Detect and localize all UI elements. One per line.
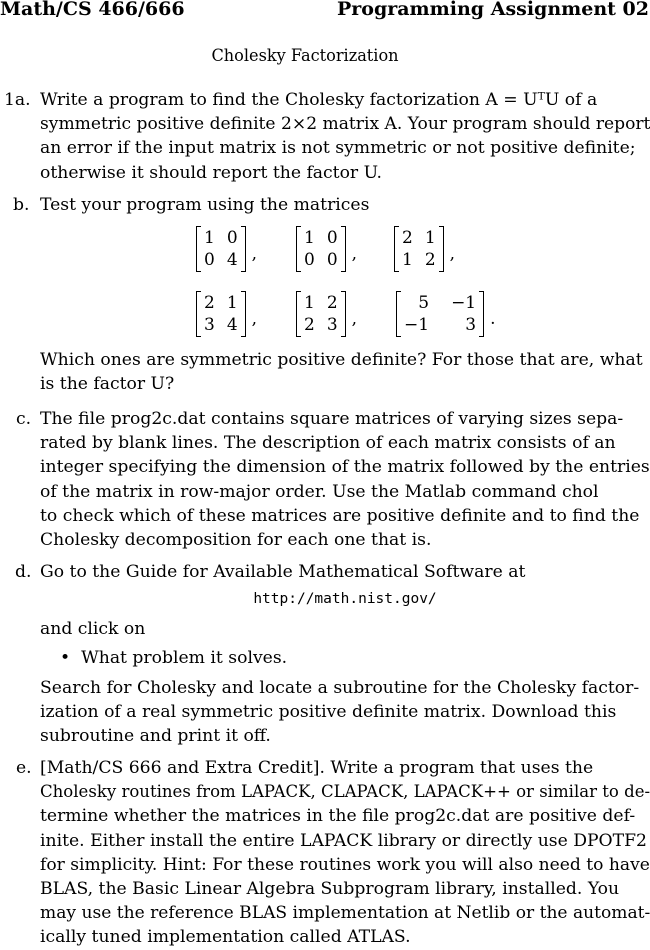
matrix-cell: 3 — [465, 315, 477, 335]
item-e-line: for simplicity. Hint: For these routines work you will also need to have — [40, 854, 650, 875]
item-e-text — [40, 756, 650, 950]
matrix-4 — [196, 291, 257, 337]
matrix-cell: 0 — [326, 250, 338, 270]
matrix-cell: 1 — [304, 228, 315, 248]
right-bracket — [241, 291, 246, 337]
matrix-cell: 2 — [326, 293, 338, 313]
item-d-line: Go to the Guide for Available Mathematical Software at — [40, 562, 526, 582]
right-bracket — [341, 291, 346, 337]
matrix-punct: , — [251, 309, 258, 329]
item-b-question-line: Which ones are symmetric positive definite? For those that are, what — [40, 350, 643, 370]
matrix-cell: 2 — [204, 293, 215, 313]
matrix-cell: 1 — [402, 250, 413, 270]
matrix-6 — [396, 291, 496, 337]
matrix-punct: . — [490, 309, 496, 329]
item-e-line: BLAS, the Basic Linear Algebra Subprogram library, installed. You — [40, 879, 620, 900]
matrix-cell: 1 — [226, 293, 238, 313]
item-e-line: termine whether the matrices in the file prog2c.dat are positive def- — [40, 806, 636, 827]
right-bracket — [479, 291, 484, 337]
item-1a-line: Write a program to find the Cholesky factorization A = UᵀU of a — [40, 90, 598, 110]
matrix-1 — [196, 226, 257, 272]
matrix-cell: 2 — [402, 228, 413, 248]
item-e-line: [Math/CS 666 and Extra Credit]. Write a program that uses the — [40, 758, 594, 778]
matrix-cell: 1 — [304, 293, 315, 313]
matrix-cell: 0 — [304, 250, 315, 270]
matrix-5 — [296, 291, 357, 337]
item-b-intro: Test your program using the matrices — [40, 195, 370, 215]
item-c-line: The file prog2c.dat contains square matrices of varying sizes sepa- — [40, 409, 624, 429]
matrix-punct: , — [449, 244, 456, 264]
matrix-cell: 1 — [424, 228, 436, 248]
item-1a-line: an error if the input matrix is not symmetric or not positive definite; — [40, 138, 636, 159]
item-b-question — [40, 348, 650, 396]
assignment-title: Programming Assignment 02 — [336, 0, 649, 20]
matrix-3 — [394, 226, 455, 272]
item-label-d: d. — [15, 562, 32, 582]
item-label-c: c. — [16, 409, 32, 429]
matrix-cell: 0 — [226, 228, 238, 248]
right-bracket — [241, 226, 246, 272]
item-1a-line: symmetric positive definite 2×2 matrix A. Your program should report — [40, 114, 650, 135]
matrix-cell: −1 — [451, 293, 477, 313]
matrix-cell: 2 — [424, 250, 436, 270]
matrix-cell: 0 — [326, 228, 338, 248]
bullet-item — [60, 646, 287, 670]
item-c-line: of the matrix in row-major order. Use the Matlab command chol — [40, 481, 599, 502]
item-c-line: integer specifying the dimension of the matrix followed by the entries — [40, 457, 650, 478]
item-e-line: inite. Either install the entire LAPACK library or directly use DPOTF2 — [40, 830, 647, 851]
item-d-line: ization of a real symmetric positive definite matrix. Download this — [40, 702, 617, 723]
item-1a-line: otherwise it should report the factor U. — [40, 162, 382, 183]
item-c-text — [40, 407, 650, 552]
item-e-line: may use the reference BLAS implementation at Netlib or the automat- — [40, 903, 650, 924]
item-d-line: Search for Cholesky and locate a subroutine for the Cholesky factor- — [40, 678, 640, 698]
item-c-line: Cholesky decomposition for each one that is. — [40, 530, 432, 551]
item-c-line: rated by blank lines. The description of each matrix consists of an — [40, 433, 616, 454]
item-d-text — [40, 676, 650, 749]
nist-url-link[interactable]: http://math.nist.gov/ — [253, 591, 437, 607]
item-b-question-line: is the factor U? — [40, 374, 175, 395]
matrix-cell: 0 — [204, 250, 215, 270]
matrix-cell: 1 — [204, 228, 215, 248]
matrix-cell: 5 — [418, 293, 430, 313]
matrix-punct: , — [351, 309, 358, 329]
document-title: Cholesky Factorization — [211, 46, 399, 66]
item-1a-text — [40, 88, 650, 185]
item-label-b: b. — [13, 195, 30, 215]
bullet-text: What problem it solves. — [81, 648, 288, 668]
item-label-e: e. — [16, 758, 32, 778]
matrix-cell: −1 — [404, 315, 430, 335]
matrix-punct: , — [251, 244, 258, 264]
matrix-cell: 3 — [326, 315, 338, 335]
matrix-punct: , — [351, 244, 358, 264]
item-e-line: ically tuned implementation called ATLAS. — [40, 927, 411, 948]
item-c-line: to check which of these matrices are positive definite and to find the — [40, 505, 640, 526]
item-label-1a: 1a. — [4, 90, 31, 110]
matrix-cell: 4 — [226, 250, 238, 270]
matrix-cell: 2 — [304, 315, 315, 335]
matrix-cell: 4 — [226, 315, 238, 335]
matrix-2 — [296, 226, 357, 272]
item-d-line: and click on — [40, 619, 146, 639]
matrix-cell: 3 — [204, 315, 215, 335]
item-d-line: subroutine and print it off. — [40, 726, 271, 747]
course-number: Math/CS 466/666 — [0, 0, 185, 20]
right-bracket — [439, 226, 444, 272]
right-bracket — [341, 226, 346, 272]
bullet-icon: • — [60, 648, 71, 668]
item-e-line: Cholesky routines from LAPACK, CLAPACK, LAPACK++ or similar to de- — [40, 782, 650, 803]
